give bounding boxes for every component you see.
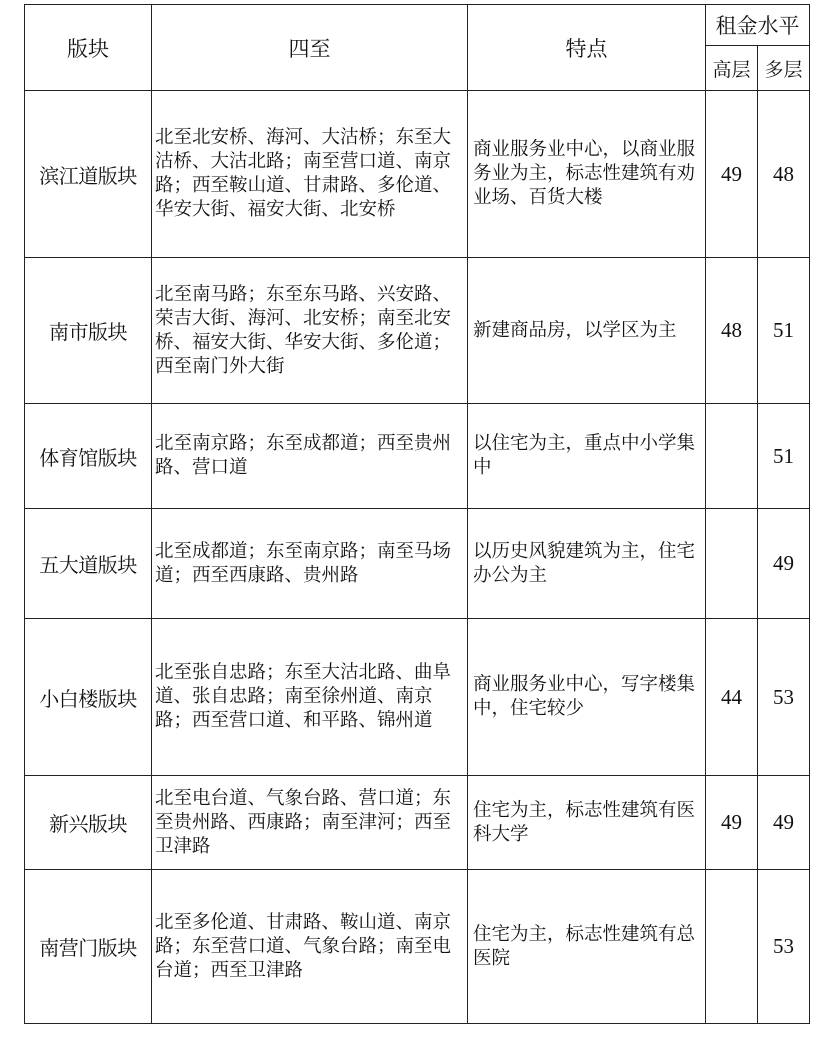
block-feature: 商业服务业中心，写字楼集中，住宅较少 — [468, 619, 706, 776]
rent-multi: 53 — [758, 870, 810, 1024]
block-name: 南营门版块 — [25, 870, 152, 1024]
block-name: 滨江道版块 — [25, 91, 152, 258]
block-feature: 住宅为主，标志性建筑有总医院 — [468, 870, 706, 1024]
block-name: 小白楼版块 — [25, 619, 152, 776]
rent-table — [24, 4, 810, 1024]
rent-multi: 48 — [758, 91, 810, 258]
rent-multi: 51 — [758, 258, 810, 404]
block-name: 五大道版块 — [25, 509, 152, 619]
block-name: 新兴版块 — [25, 776, 152, 870]
rent-high: 44 — [706, 619, 758, 776]
rent-high — [706, 509, 758, 619]
rent-multi: 53 — [758, 619, 810, 776]
block-name: 南市版块 — [25, 258, 152, 404]
header-multi: 多层 — [758, 46, 810, 91]
rent-high: 49 — [706, 776, 758, 870]
block-boundary: 北至多伦道、甘肃路、鞍山道、南京路；东至营口道、气象台路；南至电台道；西至卫津路 — [152, 870, 468, 1024]
block-feature: 住宅为主，标志性建筑有医科大学 — [468, 776, 706, 870]
table-row — [25, 91, 810, 258]
header-row — [25, 5, 810, 46]
block-boundary: 北至南马路；东至东马路、兴安路、荣吉大街、海河、北安桥；南至北安桥、福安大街、华安大街、多伦道；西至南门外大街 — [152, 258, 468, 404]
table-row — [25, 258, 810, 404]
table-row — [25, 404, 810, 509]
table-row — [25, 509, 810, 619]
block-name: 体育馆版块 — [25, 404, 152, 509]
rent-high: 49 — [706, 91, 758, 258]
block-boundary: 北至张自忠路；东至大沽北路、曲阜道、张自忠路；南至徐州道、南京路；西至营口道、和平路、锦州道 — [152, 619, 468, 776]
rent-high: 48 — [706, 258, 758, 404]
block-boundary: 北至电台道、气象台路、营口道；东至贵州路、西康路；南至津河；西至卫津路 — [152, 776, 468, 870]
header-rent: 租金水平 — [706, 5, 810, 46]
block-feature: 商业服务业中心，以商业服务业为主，标志性建筑有劝业场、百货大楼 — [468, 91, 706, 258]
block-feature: 以历史风貌建筑为主，住宅办公为主 — [468, 509, 706, 619]
rent-multi: 49 — [758, 776, 810, 870]
rent-multi: 51 — [758, 404, 810, 509]
table-row — [25, 776, 810, 870]
rent-multi: 49 — [758, 509, 810, 619]
table-row — [25, 619, 810, 776]
header-boundary: 四至 — [152, 5, 468, 91]
block-feature: 以住宅为主，重点中小学集中 — [468, 404, 706, 509]
block-feature: 新建商品房，以学区为主 — [468, 258, 706, 404]
table-row — [25, 870, 810, 1024]
header-high: 高层 — [706, 46, 758, 91]
block-boundary: 北至南京路；东至成都道；西至贵州路、营口道 — [152, 404, 468, 509]
block-boundary: 北至北安桥、海河、大沽桥；东至大沽桥、大沽北路；南至营口道、南京路；西至鞍山道、甘肃路、多伦道、华安大街、福安大街、北安桥 — [152, 91, 468, 258]
block-boundary: 北至成都道；东至南京路；南至马场道；西至西康路、贵州路 — [152, 509, 468, 619]
rent-high — [706, 870, 758, 1024]
header-feature: 特点 — [468, 5, 706, 91]
header-block: 版块 — [25, 5, 152, 91]
rent-high — [706, 404, 758, 509]
